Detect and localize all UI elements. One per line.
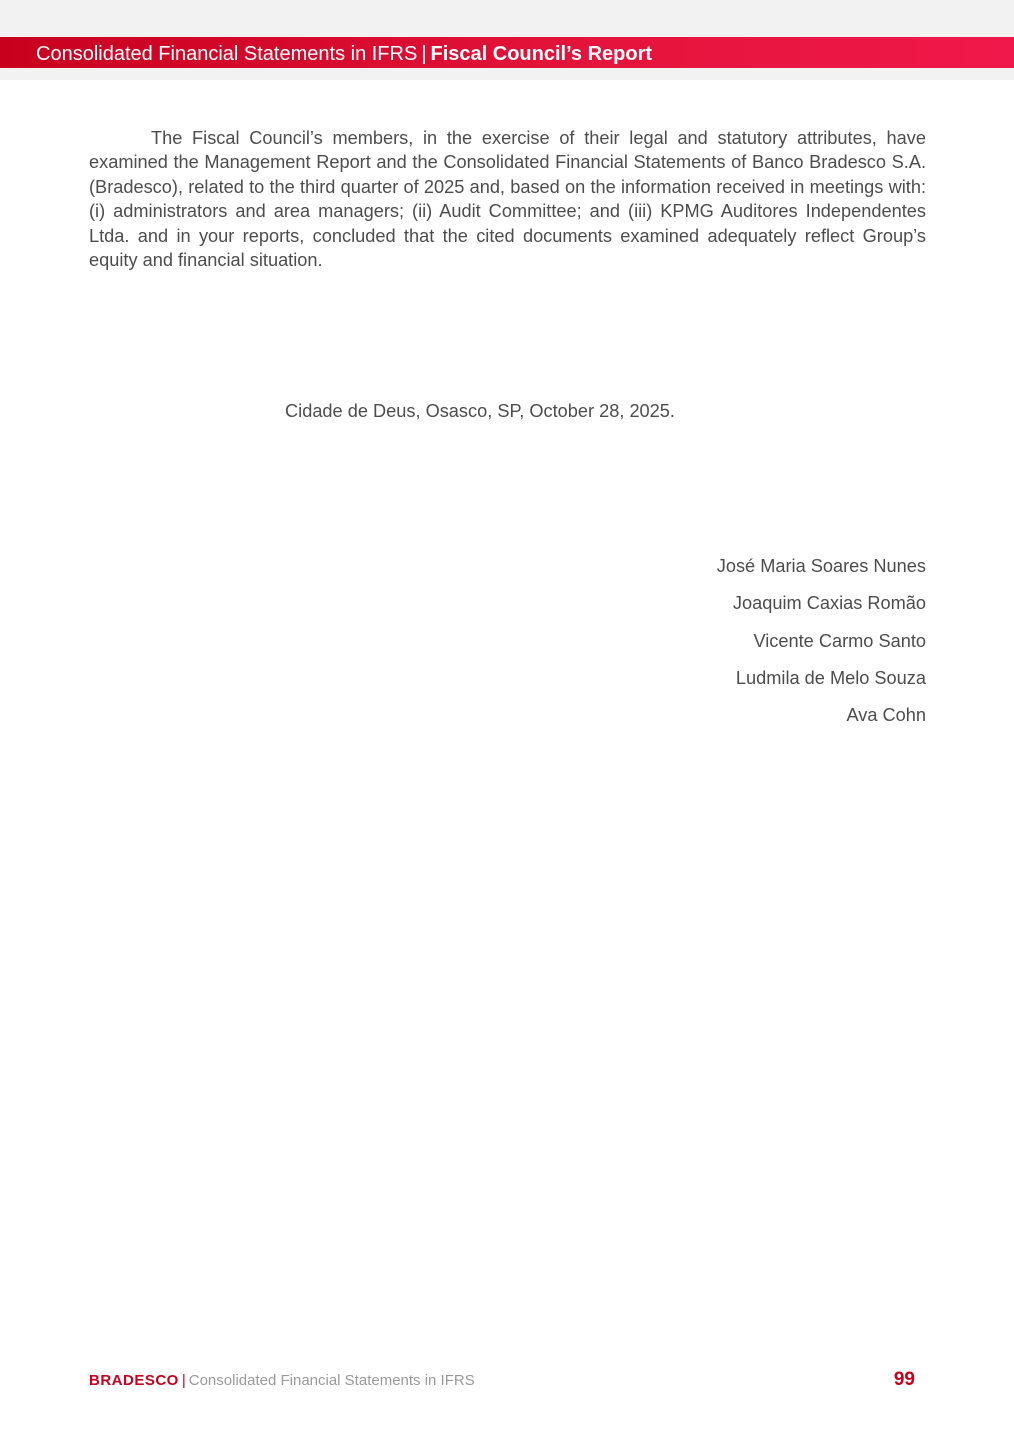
header-band — [0, 37, 1014, 68]
signatory-name: José Maria Soares Nunes — [716, 556, 926, 576]
header-section-title: Fiscal Council’s Report — [430, 43, 653, 65]
footer — [89, 1372, 475, 1389]
signatory-name: Joaquim Caxias Romão — [732, 593, 926, 614]
signatories-list — [717, 554, 926, 740]
signatory-name: Ludmila de Melo Souza — [735, 667, 926, 688]
signatory-name: Ava Cohn — [846, 705, 926, 726]
footer-brand: BRADESCO — [89, 1372, 179, 1389]
footer-document-title: Consolidated Financial Statements in IFRS — [188, 1372, 475, 1389]
header-separator: | — [421, 43, 427, 65]
place-date: Cidade de Deus, Osasco, SP, October 28, 2025. — [285, 401, 675, 421]
signatory-name: Vicente Carmo Santo — [753, 630, 926, 651]
footer-separator: | — [181, 1372, 186, 1389]
page-number: 99 — [893, 1369, 915, 1390]
report-paragraph: The Fiscal Council’s members, in the exercise of their legal and statutory attributes, have examined the Management Report and the Consolidated Financial Statements of Banco Bradesco S.A. (Bradesco), related to the third quarter of 2025 and, based on the information received in meetings with: (i) administrators and area managers; (ii) Audit Committee; and (iii) KPMG Auditores Independentes Ltda. and in your reports, concluded that the cited documents examined adequately reflect Group’s equity and financial situation. — [89, 128, 926, 271]
header-document-title: Consolidated Financial Statements in IFRS — [36, 43, 418, 65]
